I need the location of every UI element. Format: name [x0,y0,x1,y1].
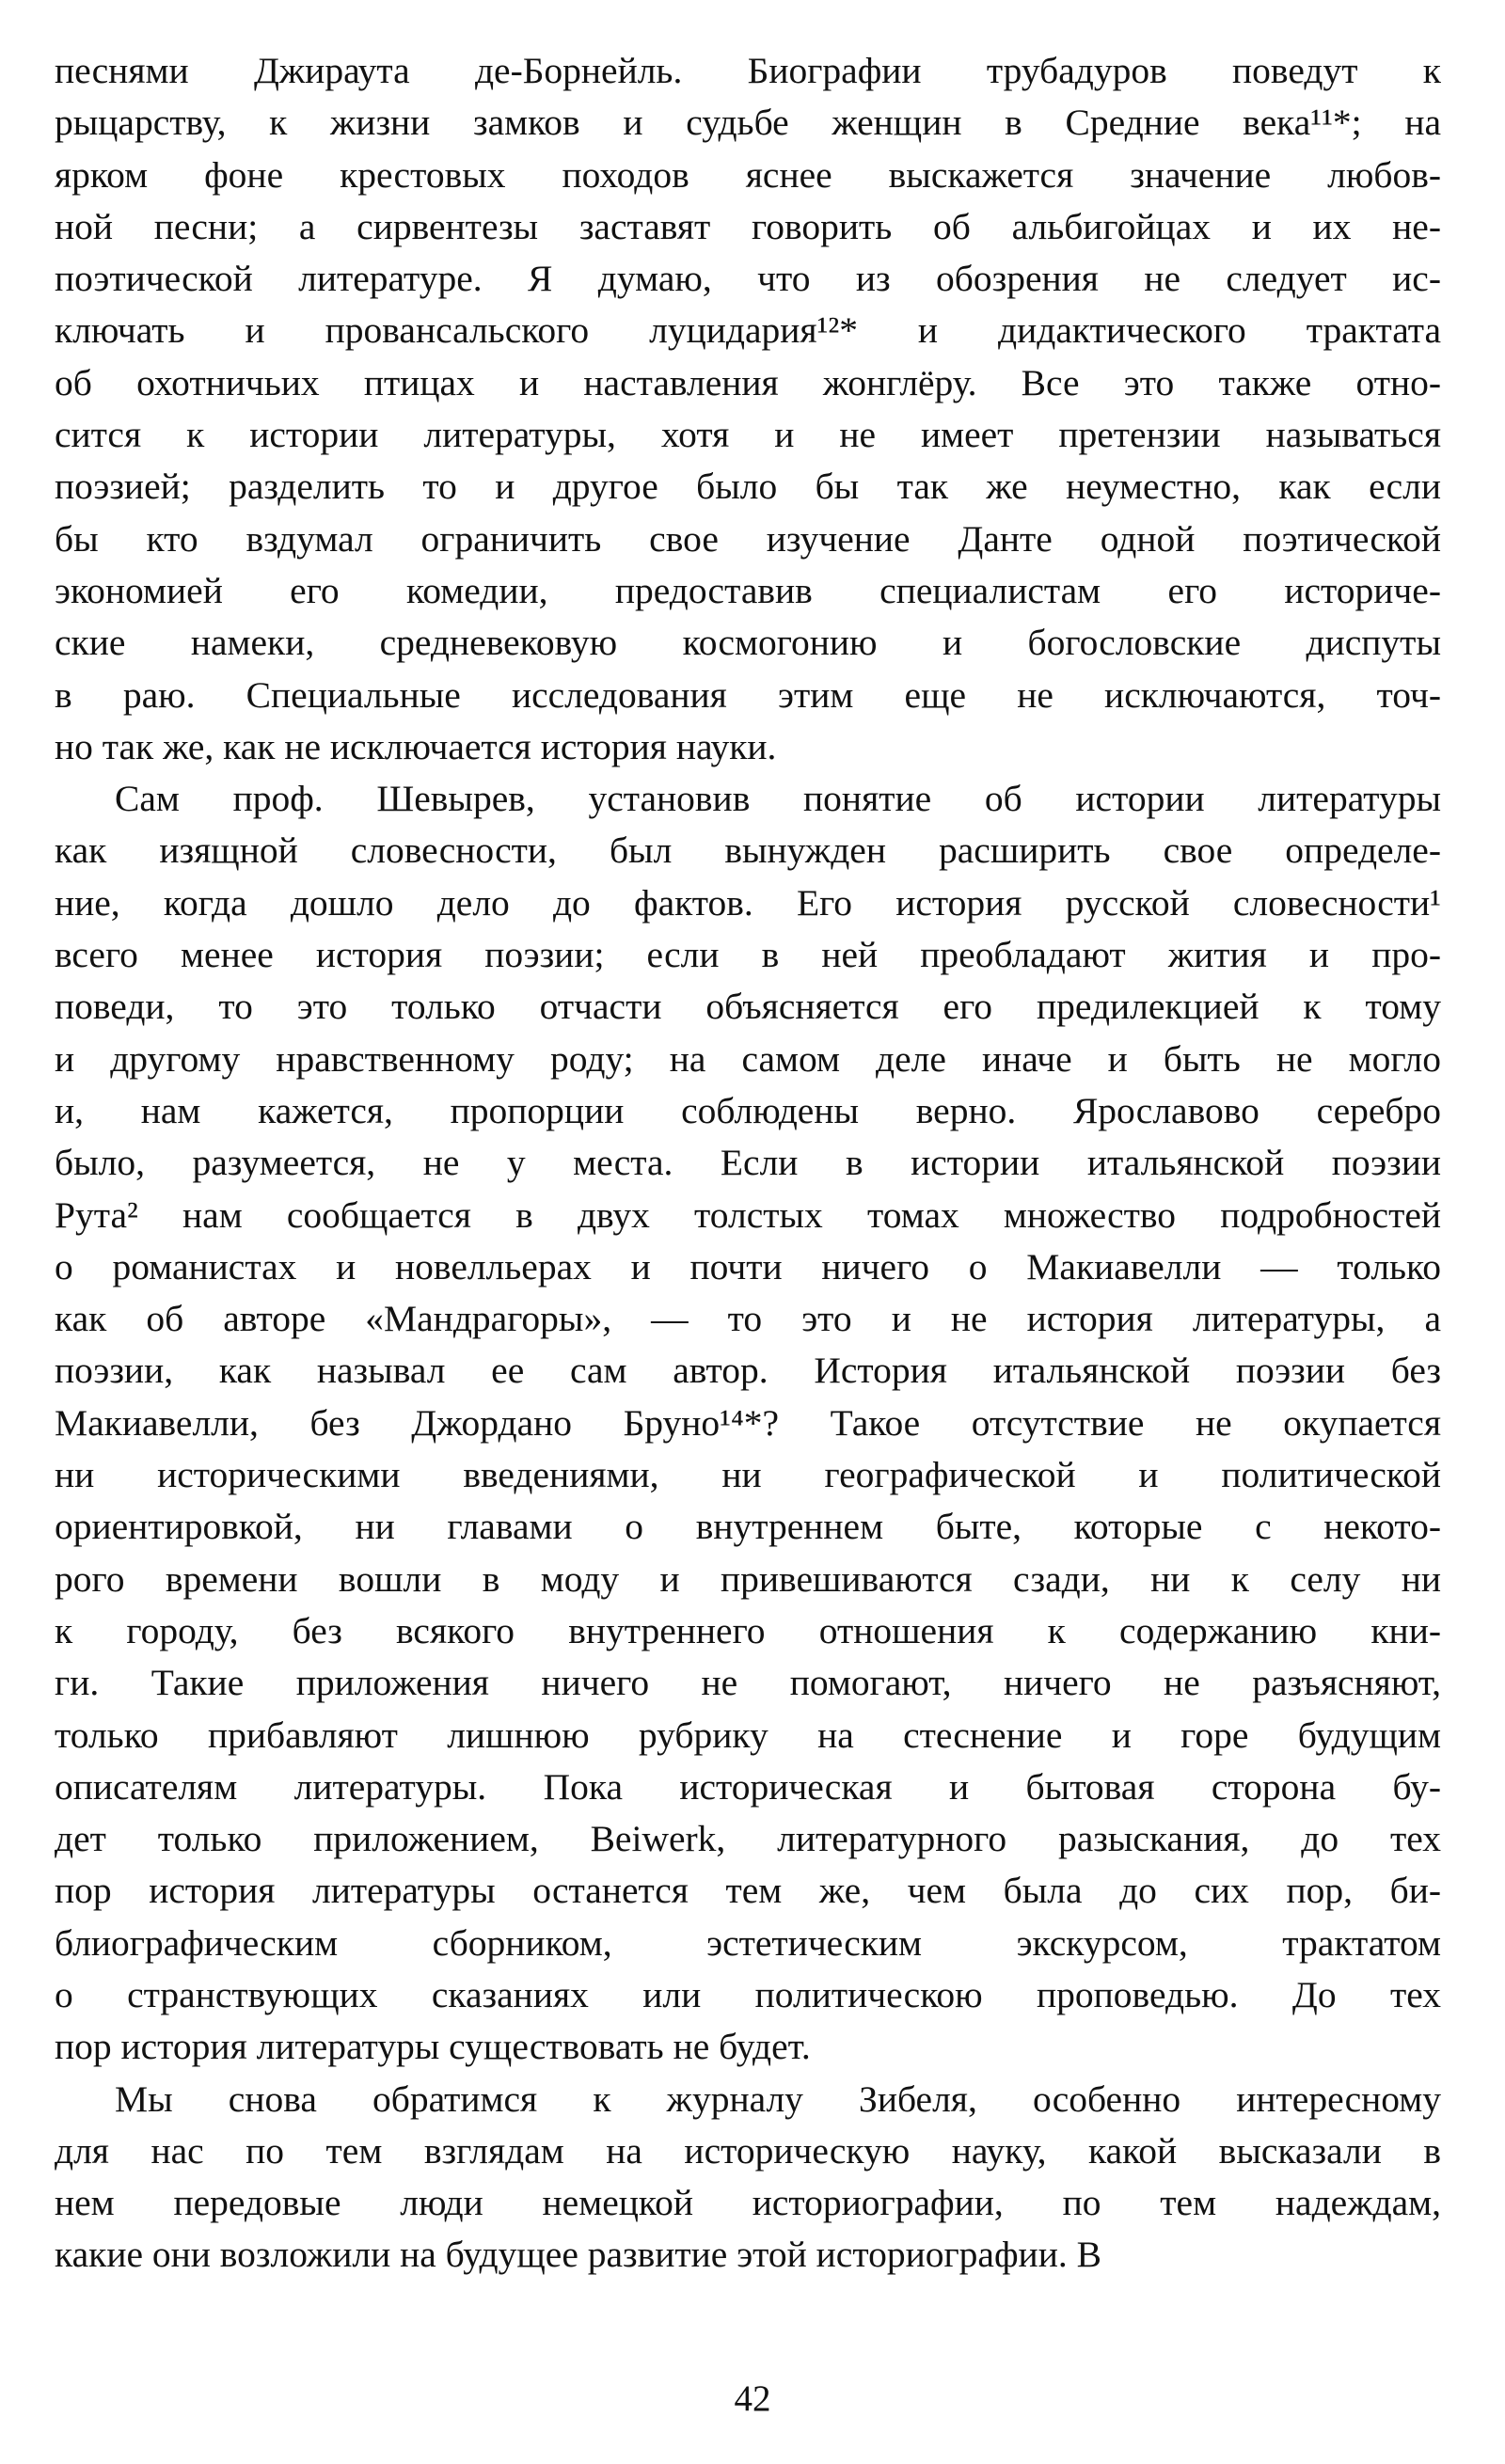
book-page [55,45,1441,2282]
text-line: было, разумеется, не у места. Если в истории итальянской поэзии [55,1142,1441,1184]
text-line: ориентировкой, ни главами о внутреннем быте, которые с некото- [55,1506,1441,1548]
text-line: всего менее история поэзии; если в ней преобладают жития и про- [55,934,1441,976]
text-line: ские намеки, средневековую космогонию и богословские диспуты [55,622,1441,664]
paragraph [55,773,1441,2073]
text-line: для нас по тем взглядам на историческую науку, какой высказали в [55,2129,1441,2172]
text-line: в раю. Специальные исследования этим еще не исключаются, точ- [55,673,1441,716]
text-line: нем передовые люди немецкой историографии, по тем надеждам, [55,2182,1441,2224]
text-line: сится к истории литературы, хотя и не имеет претензии называться [55,414,1441,456]
text-line: бы кто вздумал ограничить свое изучение Данте одной поэтической [55,517,1441,560]
text-line: песнями Джираута де-Борнейль. Биографии трубадуров поведут к [55,50,1441,91]
text-line: дет только приложением, Beiwerk, литературного разыскания, до тех [55,1818,1441,1860]
text-line: и другому нравственному роду; на самом деле иначе и быть не могло [55,1037,1441,1080]
text-line: Сам проф. Шевырев, установив понятие об истории литературы [115,778,1441,820]
text-line: ги. Такие приложения ничего не помогают, ничего не разъясняют, [55,1662,1441,1704]
text-line: как изящной словесности, был вынужден расширить свое определе- [55,829,1441,872]
page-body-text [55,45,1441,2282]
text-line: экономией его комедии, предоставив специалистам его историче- [55,569,1441,611]
text-line: Мы снова обратимся к журналу Зибеля, особенно интересному [115,2077,1441,2120]
text-line: пор история литературы существовать не будет. [55,2026,811,2068]
text-line: только прибавляют лишнюю рубрику на стеснение и горе будущим [55,1714,1441,1756]
text-line: ние, когда дошло дело до фактов. Его история русской словесности¹ [55,881,1441,924]
text-line: поэзии, как называл ее сам автор. История итальянской поэзии без [55,1350,1441,1392]
text-line: о романистах и новелльерах и почти ничего о Макиавелли — только [55,1245,1441,1287]
text-line: к городу, без всякого внутреннего отношения к содержанию кни- [55,1609,1441,1651]
text-line: описателям литературы. Пока историческая и бытовая сторона бу- [55,1765,1441,1808]
paragraph [55,45,1441,773]
text-line: ключать и провансальского луцидария¹²* и дидактического трактата [55,309,1441,352]
text-line: поэзией; разделить то и другое было бы так же неуместно, как если [55,466,1441,508]
text-line: поэтической литературе. Я думаю, что из обозрения не следует ис- [55,258,1441,300]
text-line: рого времени вошли в моду и привешиваются сзади, ни к селу ни [55,1557,1441,1600]
text-line: Макиавелли, без Джордано Бруно¹⁴*? Такое отсутствие не окупается [55,1401,1441,1444]
text-line: рыцарству, к жизни замков и судьбе женщин в Средние века¹¹*; на [55,102,1441,144]
text-line: ярком фоне крестовых походов яснее выскажется значение любов- [55,153,1441,196]
paragraph [55,2074,1441,2282]
text-line: но так же, как не исключается история науки. [55,725,777,767]
text-line: ни историческими введениями, ни географической и политической [55,1454,1441,1496]
text-line: блиографическим сборником, эстетическим экскурсом, трактатом [55,1921,1441,1964]
text-line: какие они возложили на будущее развитие этой историографии. В [55,2234,1101,2276]
text-line: как об авторе «Мандрагоры», — то это и не история литературы, а [55,1298,1441,1340]
text-line: о странствующих сказаниях или политическою проповедью. До тех [55,1973,1441,2015]
page-number: 42 [734,2378,771,2419]
text-line: об охотничьих птицах и наставления жонглёру. Все это также отно- [55,361,1441,403]
text-line: поведи, то это только отчасти объясняется его предилекцией к тому [55,986,1441,1028]
text-line: Рута² нам сообщается в двух толстых томах множество подробностей [55,1193,1441,1236]
text-line: пор история литературы останется тем же, чем была до сих пор, би- [55,1870,1441,1912]
text-line: ной песни; а сирвентезы заставят говорить об альбигойцах и их не- [55,205,1441,247]
text-line: и, нам кажется, пропорции соблюдены верно. Ярославово серебро [55,1089,1441,1131]
